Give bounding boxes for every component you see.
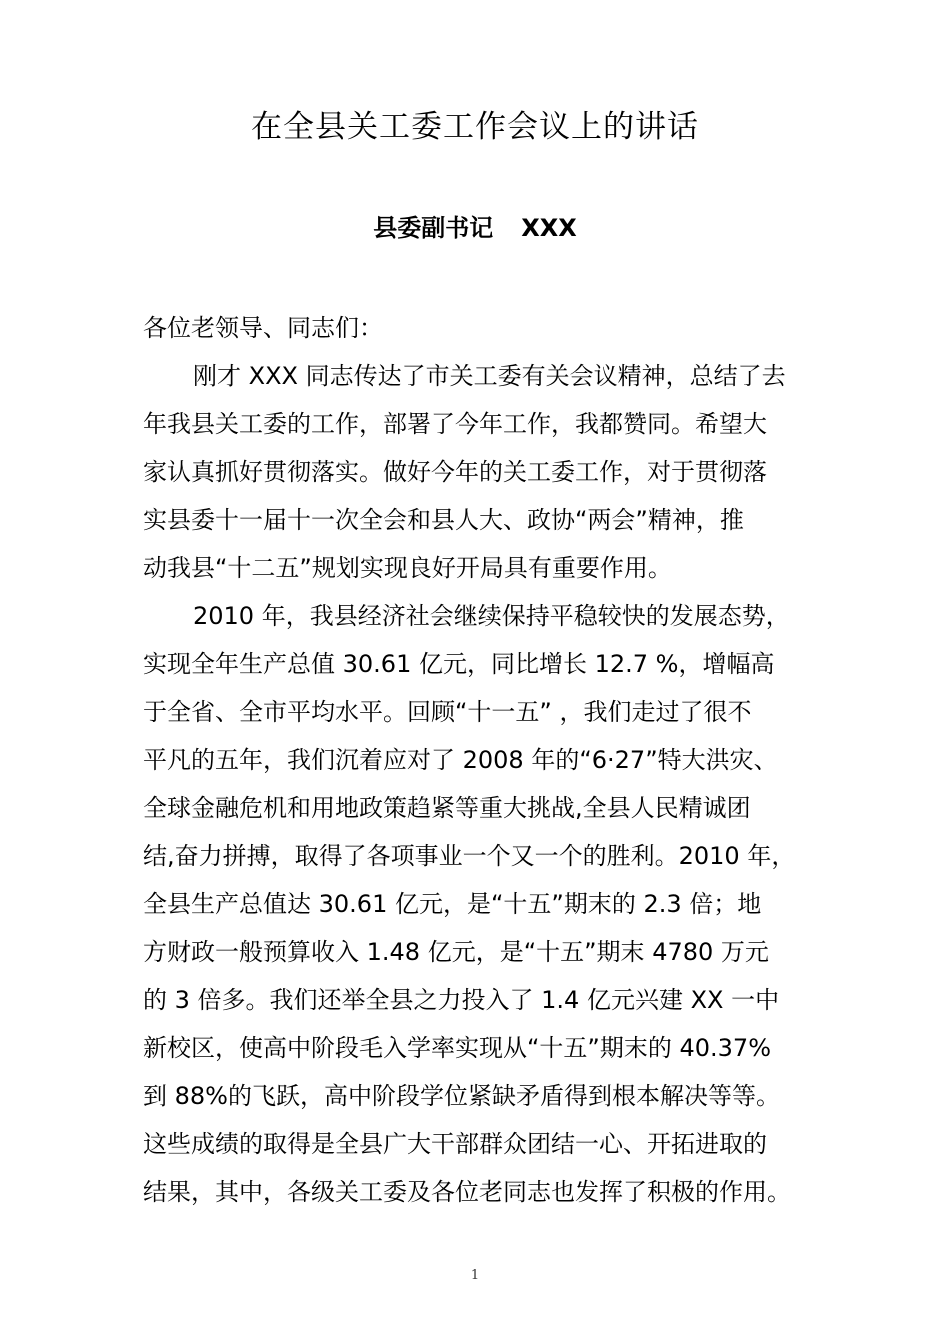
- author-role: 县委副书记: [373, 214, 494, 242]
- paragraph-line: 全县生产总值达 30.61 亿元，是“十五”期末的 2.3 倍；地: [143, 890, 762, 918]
- paragraph-line: 结果，其中，各级关工委及各位老同志也发挥了积极的作用。: [143, 1178, 791, 1206]
- paragraph-line: 年我县关工委的工作，部署了今年工作，我都赞同。希望大: [143, 410, 767, 438]
- paragraph-2: [143, 592, 815, 1216]
- paragraph-line: 到 88%的飞跃，高中阶段学位紧缺矛盾得到根本解决等等。: [143, 1082, 780, 1110]
- paragraph-line: 新校区，使高中阶段毛入学率实现从“十五”期末的 40.37%: [143, 1034, 772, 1062]
- paragraph-1: [143, 352, 815, 592]
- paragraph-line: 家认真抓好贯彻落实。做好今年的关工委工作，对于贯彻落: [143, 458, 767, 486]
- paragraph-line: 平凡的五年，我们沉着应对了 2008 年的“6·27”特大洪灾、: [143, 746, 778, 774]
- paragraph-line: 2010 年，我县经济社会继续保持平稳较快的发展态势，: [193, 602, 790, 630]
- paragraph-line: 结,奋力拼搏，取得了各项事业一个又一个的胜利。2010 年，: [143, 842, 796, 870]
- paragraph-line: 于全省、全市平均水平。回顾“十一五” ，我们走过了很不: [143, 698, 752, 726]
- greeting: 各位老领导、同志们：: [143, 314, 383, 342]
- paragraph-line: 实现全年生产总值 30.61 亿元，同比增长 12.7 %，增幅高: [143, 650, 775, 678]
- paragraph-line: 动我县“十二五”规划实现良好开局具有重要作用。: [143, 554, 672, 582]
- author-name: XXX: [521, 214, 577, 242]
- document-body: [143, 304, 815, 1216]
- document-title: 在全县关工委工作会议上的讲话: [251, 109, 699, 145]
- paragraph-line: 方财政一般预算收入 1.48 亿元，是“十五”期末 4780 万元: [143, 938, 769, 966]
- paragraph-line: 全球金融危机和用地政策趋紧等重大挑战,全县人民精诚团: [143, 794, 751, 822]
- paragraph-line: 这些成绩的取得是全县广大干部群众团结一心、开拓进取的: [143, 1130, 767, 1158]
- paragraph-line: 实县委十一届十一次全会和县人大、政协“两会”精神，推: [143, 506, 744, 534]
- page-number: 1: [470, 1268, 480, 1283]
- author-line: [0, 208, 950, 248]
- paragraph-line: 刚才 XXX 同志传达了市关工委有关会议精神，总结了去: [193, 362, 786, 390]
- paragraph-line: 的 3 倍多。我们还举全县之力投入了 1.4 亿元兴建 XX 一中: [143, 986, 780, 1014]
